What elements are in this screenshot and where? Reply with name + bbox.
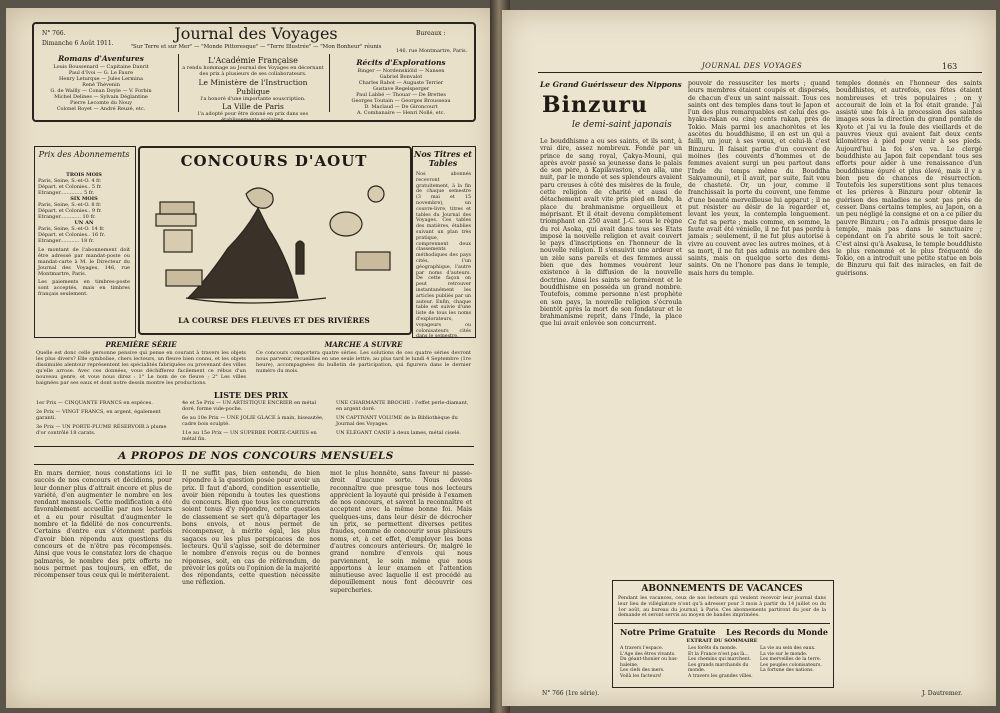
prime-right-list	[760, 646, 830, 674]
marche-a-suivre: MARCHE A SUIVRE	[324, 340, 403, 349]
recits-heading: Récits d'Explorations	[356, 58, 446, 67]
running-header: JOURNAL DES VOYAGES	[701, 62, 803, 70]
prime-item: Et la France n'est pas là...	[688, 651, 749, 657]
prime-item: Les peuples colonisateurs.	[760, 662, 822, 668]
premiere-serie: PREMIÈRE SÉRIE	[105, 340, 177, 349]
prix-line: Départ. et Colonies.. 16 fr.	[38, 232, 106, 238]
a-propos-col2: Il ne suffit pas, bien entendu, de bien répondre à la question posée pour avoir un prix. Il faut d'abord, condition essentielle, avoir bien répondu à toutes les questions du concours. Bien que tous les concurrents soient tenus d'y répondre, cette question de classement se sert qu'à départager les bons envois, et nous permet de récompenser, à mérite égal, les plus sagaces ou les plus perspicaces de nos lecteurs. Qu'il s'agisse, soit de déterminer le nombre d'envois reçus ou de bonnes réponses, soit, en cas de référendum, de prévoir les goûts ou l'opinion de la majorité des répondants, cette question nécessite une réflexion.	[182, 470, 320, 587]
a-propos-rule	[34, 446, 474, 447]
prix-line: Départ. et Colonies.. 9 fr.	[38, 208, 102, 214]
prix-line: Départ. et Colonies.. 5 fr.	[38, 184, 102, 190]
prix-line: Etranger............ 18 fr.	[38, 238, 95, 244]
a-propos-col1: En mars dernier, nous constations ici le succès de nos concours et décidions, pour leur donner plus d'attrait encore et plus de variété, d'en augmenter le nombre en les rendant mensuels. Cette modification a été favorablement accueillie par nos lecteurs et a eu pour résultat d'augmenter le nombre et la fidélité de nos concurrents. Certains d'entre eux s'étonnent parfois d'avoir bien répondu aux questions du concours et de n'être pas récompensés. Ainsi que vous le constatez lors de chaque palmarès, le nombre des prix offerts ne nous permet pas toujours, en effet, de récompenser tous ceux qui le mériteraient.	[34, 470, 172, 580]
issue-date: Dimanche 6 Août 1911.	[42, 40, 114, 47]
romans-line: Henry Leturque — Jules Lermina	[59, 76, 143, 82]
prix-heading: Prix des Abonnements	[38, 150, 130, 159]
prize-line: UNE CHARMANTE BROCHE : l'effet perle-diamant, en argent doré.	[336, 400, 469, 412]
prize-line: 1er Prix — CINQUANTE FRANCS en espèces.	[36, 400, 153, 406]
romans-line: Michel Delines — Sylvain Déglantine	[54, 94, 148, 100]
prix-line: Les paiements en timbres-poste sont acceptés, mais en timbres français seulement.	[38, 279, 130, 297]
prix-list	[38, 172, 130, 297]
prize-line: 6e au 10e Prix — UNE JOLIE GLACE à main, biseautée, cadre bois sculpté.	[182, 415, 324, 427]
prime-title: Notre Prime Gratuite	[620, 627, 716, 637]
prime-item: La fortune des nations.	[760, 668, 814, 674]
article-col3: temples donnés en l'honneur des saints bouddhistes, et autrefois, ces fêtes étaient nombreuses et très populaires ; on y accourait de loin et la foi était grande. J'ai assisté une fois à la procession des saintes images sous la direction du grand pontife de Kyoto et j'ai vu la foule des vieillards et de pauvres vieux qui avaient fait deux cents kilomètres à pied pour venir à ses pieds. Aujourd'hui la foi s'en va. Le clergé bouddhiste au Japon fait cependant tous ses efforts pour aider à une renaissance d'un bouddhisme épuré et plus élevé, mais il y a bien peu de chances de résurrection. Toutefois les superstitions sont plus tenaces et les prières à Binzuru pour obtenir la guérison des maladies ne sont pas près de cesser. Dans certains temples, au Japon, on a un peu négligé la consigne et on a ce pilier du pauvre Binzuru ; on l'a admis presque dans le temple, mais pas dans le sanctuaire ; cependant on l'a abrité sous le toit sacré. C'est ainsi qu'à Asakusa, le temple bouddhiste le plus renommé et le plus fréquenté de Tokio, on a introduit une petite statue en bois de Binzuru qui fait des miracles, en fait de guérisons.	[836, 80, 982, 277]
prix-line: Paris, Seine, S.-et-O. 8 fr.	[38, 202, 102, 208]
prize-line: 3e Prix — UN PORTE-PLUME RÉSERVOIR à plume d'or contrôlé 18 carats.	[36, 424, 167, 436]
romans-line: Colonel Royet — André Reuzé, etc.	[56, 106, 146, 112]
prix-line: Paris, Seine, S.-et-O. 14 fr.	[38, 226, 105, 232]
header-rule	[538, 72, 982, 73]
academie-line: l'a honoré d'une importante souscription.	[200, 96, 306, 102]
marche-text: Ce concours comportera quatre séries. Les solutions de ces quatre séries devront nous parvenir, recueillies en une seule lettre, au plus tard le lundi 4 Septembre (1re heure), accompagnées du bulletin de participation, qui figurera dans le dernier numéro du mois.	[256, 350, 471, 374]
ville-title: La Ville de Paris	[222, 102, 284, 111]
a-propos-rule-bottom	[34, 464, 474, 465]
prime-rule	[614, 623, 830, 624]
romans-line: Pierre Lecomte du Nouy	[69, 100, 133, 106]
academie-block	[182, 56, 324, 123]
records-title: Les Records du Monde	[726, 627, 828, 637]
prime-left-list	[620, 646, 686, 680]
prix-line: Etranger.............. 5 fr.	[38, 190, 95, 196]
right-page	[502, 10, 996, 706]
a-propos-title: A PROPOS DE NOS CONCOURS MENSUELS	[118, 450, 394, 462]
academie-title: L'Académie Française	[208, 56, 298, 65]
recits-line: A. Combanaire — Henri Nollé, etc.	[356, 110, 446, 116]
liste-des-prix-title: LISTE DES PRIX	[213, 390, 289, 400]
abonnements-text: Pendant les vacances, ceux de nos lecteurs qui veulent recevoir leur journal dans leur lieu de villégiature n'ont qu'à adresser pour 3 mois à partir du 14 juillet ou du 1er août, au bureau du journal, à Paris. Ces abonnements partiront du jour de la demande et seront servis au moyen de bandes imprimées.	[618, 596, 826, 619]
prime-item: A travers les grandes villes.	[688, 673, 753, 679]
prime-item: A travers l'espace.	[620, 646, 664, 651]
concours-caption: LA COURSE DES FLEUVES ET DES RIVIÈRES	[178, 316, 370, 325]
prix-line: Paris, Seine, S.-et-O. 4 fr.	[38, 178, 102, 184]
extrait-sommaire: EXTRAIT DU SOMMAIRE	[686, 638, 758, 644]
recits-line: Paul Labbé — Thouar — De Brettes	[356, 92, 446, 98]
prime-item: La vie au sein des eaux.	[760, 646, 816, 651]
nos-titres-heading: Nos Titres et Tables	[414, 149, 473, 168]
prix-line: Etranger............. 10 fr.	[38, 214, 96, 220]
prize-line: UN ÉLÉGANT CANIF à deux lames, métal ciselé.	[336, 430, 461, 436]
recits-line: Charles Rabot — Auguste Terrier	[358, 80, 444, 86]
academie-line: a rendu hommage au Journal des Voyages en décernant des prix à plusieurs de ses collaborateurs.	[182, 65, 324, 77]
prime-item: Du géant-thonier ou bas-baleine.	[620, 657, 679, 668]
masthead-title: Journal des Voyages	[174, 24, 338, 43]
romans-line: Paul d'Ivoi — G. Le Faure	[68, 70, 134, 76]
footer-issue: N° 766 (1re série).	[542, 690, 600, 697]
recits-line: Binger — Nordenskiöld — Nansen	[357, 68, 445, 74]
nos-titres-text: Nos abonnés recevront gratuitement, à la fin de chaque semestre (3 mai et 15 novembre), un couvre-livre, titres et tables du Journal des Voyages. Ces tables des matières, établies suivant un plan très pratique, comprennent deux classements méthodiques des pays cités, l'un géographique, l'autre par noms d'auteurs. De cette façon on peut retrouver instantanément les articles publiés par un auteur. Enfin, chaque table est suivie d'une liste de tous les noms d'explorateurs, voyageurs ou colonisateurs cités dans le semestre.	[416, 172, 471, 340]
left-page	[6, 8, 496, 708]
footer-author: J. Dautremer.	[922, 690, 963, 697]
masthead-subtitle: "Sur Terre et sur Mer" — "Monde Pittoresque" — "Terre Illustrée" — "Mon Bonheur" réunis	[130, 44, 382, 50]
article-title: Binzuru	[542, 92, 649, 118]
recits-line: D. Maclaud — De Gironcourt	[364, 104, 438, 110]
article-kicker: Le Grand Guérisseur des Nippons	[540, 80, 682, 89]
prime-item: Les grands marchands du monde.	[688, 662, 749, 674]
prime-item: Les chemins qui marchent.	[688, 657, 752, 663]
prix-line: TROIS MOIS	[66, 172, 102, 178]
a-propos-col3: mot le plus honnête, sans faveur ni passe-droit d'aucune sorte. Nous devons reconnaître que presque tous nos lecteurs apprécient la loyauté qui préside à l'examen de nos concours, et savent la reconnaître et acceptent avec la même bonne foi. Mais quelques-uns, dans leur désir de décrocher un prix, se permettent diverses petites fraudes, comme de concourir sous plusieurs noms, et, à cet effet, d'employer les bons d'autres concours antérieurs. Or, malgré le grand nombre d'envois qui nous parviennent, le soin même que nous apportons à leur examen et l'attention minutieuse avec laquelle il est procédé au dépouillement nous font découvrir ces supercheries.	[330, 470, 472, 594]
recits-line: Gabriel Bonvalot	[379, 74, 423, 80]
concours-illustration	[146, 174, 402, 314]
prime-item: Voilà les facteurs!	[620, 673, 662, 679]
prix-line: UN AN	[74, 220, 94, 226]
recits-line: Georges Toutain — Georges Brousseau	[351, 98, 451, 104]
premiere-serie-text: Quelle est donc celle personne pensive qui pense en courant à travers les objets les plus divers? Elle symbolise, chers lecteurs, un fleuve bien connu, et les objets dissimulés alentour représentent les spécialités fabriquées ou provenant des villes qu'elle arrose. Avec ces données, vous déchifferez facilement ce rébus d'un nouveau genre, et vous nous direz : 1° Le nom de ce fleuve ; 2° Les villes baignées par ses eaux et dont notre dessin montre les productions.	[36, 350, 246, 386]
article-subtitle: le demi-saint japonais	[572, 120, 672, 130]
prizes-mid	[182, 400, 330, 442]
romans-line: G. de Wailly — Conan Doyle — V. Forbin	[50, 88, 152, 94]
issue-number: N° 766.	[42, 30, 66, 37]
prime-item: La vie sur le monde.	[760, 651, 808, 657]
romans-list	[36, 64, 166, 112]
prime-item: Les forêts du monde.	[688, 646, 738, 651]
article-col1: Le bouddhisme a eu ses saints, et ils sont, à vrai dire, assez nombreux. Fondé par un prince de sang royal, Çakya-Mouni, qui après avoir passé sa jeunesse dans le palais de son père, à Kapilavastou, s'en alla, une nuit, par le monde et ses splendeurs avaient paru creuses à côté des misères de la foule, cette religion de charité et aussi de détachement avait vite pris pied en Inde, la place du brahmanisme orgueilleux et méprisant. Et il était devenu complètement triomphant en 250 avant J.-C. sous le règne du roi Asoka, qui avait dans tous ses Etats imposé la nouvelle religion et avait couvert le pays d'inscriptions en l'honneur de la nouvelle religion. Il s'ensuivit une ardeur et un zèle sans pareils et des femmes aussi bien que des hommes vouèrent leur existence à la diffusion de la nouvelle doctrine. Ainsi les saints se formèrent et le bouddhisme en posséda un grand nombre. Toutefois, comme personne n'est prophète en son pays, la nouvelle religion s'écroula bientôt après la mort de son fondateur et le brahmanisme reprit, dans l'Inde, la place que lui avait enlevée son concurrent.	[540, 138, 682, 328]
concours-title: CONCOURS D'AOUT	[180, 152, 368, 170]
article-col2: pouvoir de ressusciter les morts ; quand leurs membres étaient coupés et dispersés, de chacun d'eux un saint naissait. Tous ces saints ont des temples dans tout le Japon et l'un des plus remarquables est celui des go-hyaku-rakan ou cinq cents rakan, près de Tokio. Mais parmi les anachorètes et les ascètes du bouddhisme, il en est un qui a failli, un jour, à ses vœux, et celui-là c'est Binzuru. Il faisait partie d'un couvent de moines (les couvents d'hommes et de femmes avaient surgi un peu partout dans l'Inde du temps même du Bouddha Sakyamouni), et il avait, par suite, fait vœu de chasteté. Or, un jour, comme il franchissait la porte du couvent, une femme d'une beauté merveilleuse lui apparut ; il ne put résister au désir de la regarder et, levant les yeux, la contempla longuement. Ce fut sa perte ; mais comme, en somme, la faute avait été vénielle, il ne fut pas perdu à jamais ; seulement, il ne fut plus autorisé à vivre au couvent avec les autres moines, et à sa mort, il ne fut pas admis au nombre des saints, mais on quelque sorte des demi-saints. On ne l'honore pas dans le temple, mais hors du temple.	[688, 80, 830, 277]
page-number: 163	[942, 62, 958, 71]
prize-line: 4e et 5e Prix — UN ARTISTIQUE ENCRIER en métal doré, forme vide-poche.	[182, 400, 317, 412]
bureaux-label: Bureaux :	[416, 30, 446, 37]
romans-line: René Thévenin	[82, 82, 120, 88]
prizes-left	[36, 400, 176, 436]
prime-item: L'Age des êtres vivants.	[620, 651, 676, 657]
prix-line: SIX MOIS	[70, 196, 98, 202]
prize-line: 2e Prix — VINGT FRANCS, en argent, également garanti.	[36, 409, 161, 421]
prime-mid-list	[688, 646, 758, 680]
romans-heading: Romans d'Aventures	[58, 54, 144, 63]
prix-line: Le montant de l'abonnement doit être adressé par mandat-poste ou mandat-carte à M. le Directeur du Journal des Voyages, 146, rue Montmartre, Paris.	[38, 247, 130, 277]
bureaux-address: 146, rue Montmartre, Paris.	[396, 48, 468, 54]
prime-item: Les clefs des mers.	[620, 668, 665, 674]
recits-line: Gustave Regelsperger	[372, 86, 430, 92]
romans-line: Louis Boussenard — Capitaine Danrit	[53, 64, 149, 70]
academie-line: l'a adopté pour être donné en prix dans ses établissements scolaires.	[197, 111, 309, 123]
ministere-title: Le Ministère de l'Instruction Publique	[198, 78, 308, 96]
prize-line: UN CAPTIVANT VOLUME de la Bibliothèque du Journal des Voyages.	[336, 415, 458, 427]
recits-list	[336, 68, 466, 116]
prime-item: Les merveilles de la terre.	[760, 657, 822, 663]
abonnements-title: ABONNEMENTS DE VACANCES	[641, 584, 803, 594]
prize-line: 11e au 15e Prix — UN SUPERBE PORTE-CARTES en métal fin.	[182, 430, 317, 442]
prizes-right	[336, 400, 472, 436]
